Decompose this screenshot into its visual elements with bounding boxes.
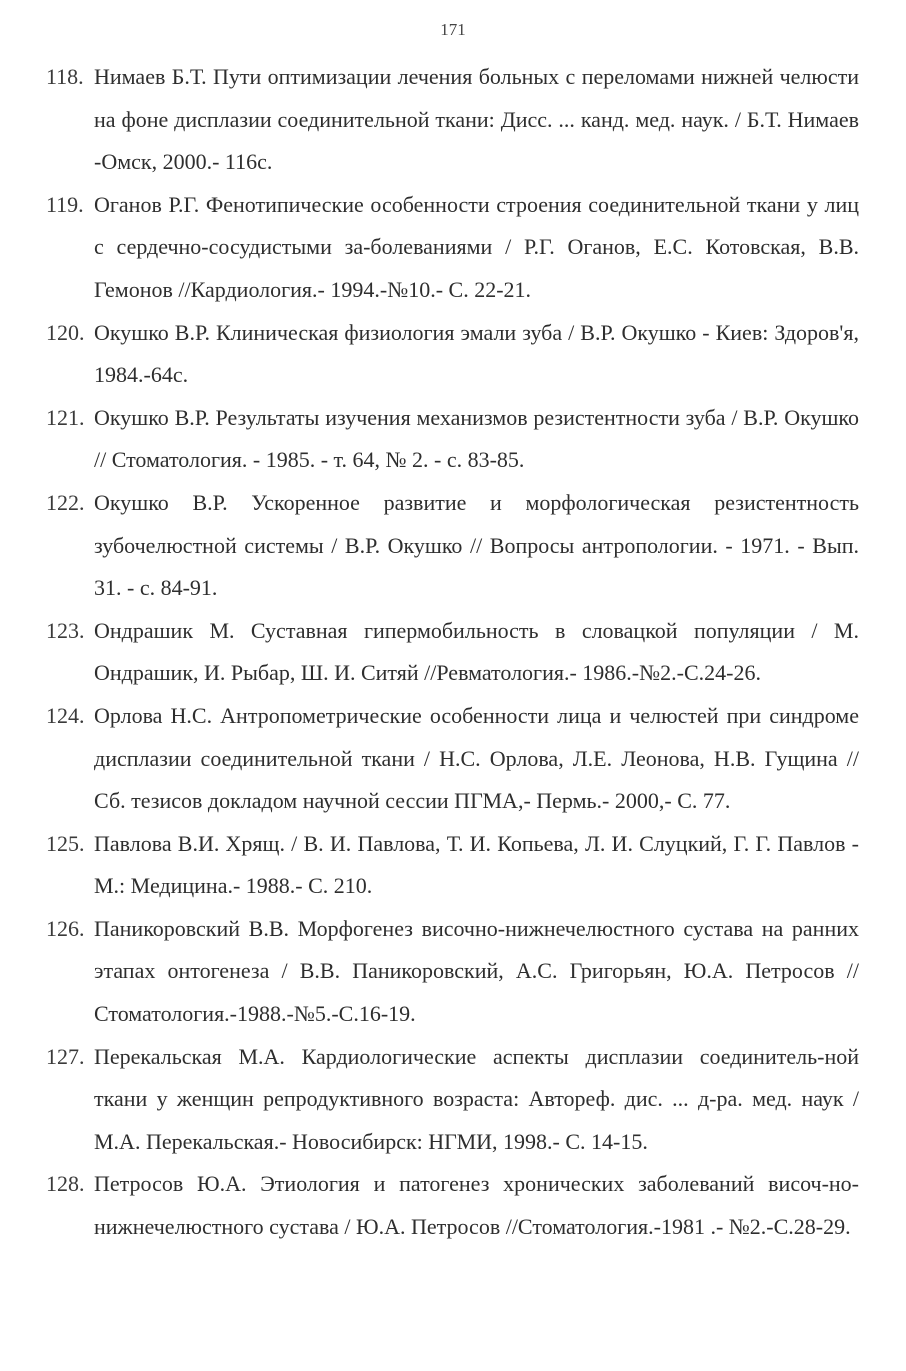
reference-item bbox=[46, 397, 859, 482]
reference-item bbox=[46, 908, 859, 1036]
reference-number: 128. bbox=[46, 1171, 85, 1197]
reference-number: 122. bbox=[46, 489, 85, 515]
reference-text: Орлова Н.С. Антропометрические особенности лица и челюстей при синдроме дисплазии соединительной ткани / Н.С. Орлова, Л.Е. Леонова, Н.В. Гущина // Сб. тезисов докладом научной сессии ПГМА,- Пермь.- 2000,- С. 77. bbox=[94, 702, 859, 814]
reference-item bbox=[46, 1163, 859, 1248]
reference-number: 121. bbox=[46, 404, 85, 430]
reference-item bbox=[46, 312, 859, 397]
reference-text: Ондрашик М. Суставная гипермобильность в словацкой популяции / М. Ондрашик, И. Рыбар, Ш. И. Ситяй //Ревматология.- 1986.-№2.-С.24-26. bbox=[94, 617, 859, 686]
reference-number: 118. bbox=[46, 64, 84, 89]
reference-text: Оганов Р.Г. Фенотипические особенности строения соединительной ткани у лиц с сердечно-сосудистыми за-болеваниями / Р.Г. Оганов, Е.С. Котовская, В.В. Гемонов //Кардиология.- 1994.-№10.- С. 22-21. bbox=[94, 191, 859, 302]
reference-text: Окушко В.Р. Ускоренное развитие и морфологическая резистентность зубочелюстной системы / В.Р. Окушко // Вопросы антропологии. - 1971. - Вып. 31. - с. 84-91. bbox=[94, 489, 859, 601]
reference-item bbox=[46, 482, 859, 610]
reference-number: 124. bbox=[46, 702, 85, 728]
reference-item bbox=[46, 610, 859, 695]
reference-text: Петросов Ю.А. Этиология и патогенез хронических заболеваний височ-но-нижнечелюстного сустава / Ю.А. Петросов //Стоматология.-1981 .- №2.-С.28-29. bbox=[94, 1171, 859, 1240]
reference-number: 123. bbox=[46, 617, 85, 643]
page-number: 171 bbox=[440, 20, 466, 39]
reference-number: 125. bbox=[46, 830, 85, 856]
reference-item bbox=[46, 695, 859, 823]
reference-text: Паникоровский В.В. Морфогенез височно-нижнечелюстного сустава на ранних этапах онтогенеза / В.В. Паникоровский, А.С. Григорьян, Ю.А. Петросов //Стоматология.-1988.-№5.-С.16-19. bbox=[94, 915, 859, 1027]
reference-number: 119. bbox=[46, 191, 84, 217]
reference-text: Павлова В.И. Хрящ. / В. И. Павлова, Т. И. Копьева, Л. И. Слуцкий, Г. Г. Павлов - М.: Медицина.- 1988.- С. 210. bbox=[94, 830, 859, 899]
reference-text: Окушко В.Р. Результаты изучения механизмов резистентности зуба / В.Р. Окушко // Стоматология. - 1985. - т. 64, № 2. - с. 83-85. bbox=[94, 404, 859, 473]
reference-item bbox=[46, 1036, 859, 1164]
reference-item bbox=[46, 56, 859, 184]
reference-number: 127. bbox=[46, 1043, 85, 1069]
reference-item bbox=[46, 184, 859, 312]
reference-item bbox=[46, 823, 859, 908]
reference-text: Окушко В.Р. Клиническая физиология эмали зуба / В.Р. Окушко - Киев: Здоров'я, 1984.-64с. bbox=[94, 319, 859, 388]
reference-text: Нимаев Б.Т. Пути оптимизации лечения больных с переломами нижней челюсти на фоне дисплазии соединительной ткани: Дисс. ... канд. мед. наук. / Б.Т. Нимаев -Омск, 2000.- 116с. bbox=[94, 64, 859, 175]
reference-number: 126. bbox=[46, 915, 85, 941]
reference-number: 120. bbox=[46, 319, 85, 345]
reference-text: Перекальская М.А. Кардиологические аспекты дисплазии соединитель-ной ткани у женщин репродуктивного возраста: Автореф. дис. ... д-ра. мед. наук / М.А. Перекальская.- Новосибирск: НГМИ, 1998.- С. 14-15. bbox=[94, 1043, 859, 1154]
reference-list bbox=[46, 56, 859, 1249]
